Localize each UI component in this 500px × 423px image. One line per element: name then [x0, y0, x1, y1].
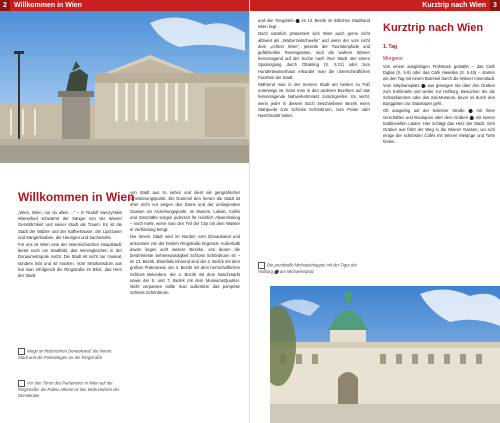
caption-arrow-icon [18, 380, 25, 387]
caption-text: Wege im historischen Donaukanal: die Innere Stadt und die Parkanlagen an der Ringstraße [18, 348, 112, 360]
left-heading: Willkommen in Wien [18, 190, 135, 204]
left-text-column-1 [18, 210, 122, 340]
left-running-head [0, 0, 250, 11]
right-running-head-text: Kurztrip nach Wien [422, 2, 486, 9]
paragraph: und den Tiergarten ⬤ im 13. Bezirk im östlichen Stadtrand Wien liegt. [258, 18, 370, 30]
right-text-column-1 [258, 18, 370, 250]
hofburg-illustration [270, 286, 500, 423]
caption-text: Vor den Toren des Parlaments in Wien auf der Ringstraße: die Pallas Athene ist das Wahrzeichen der Demokratie [18, 380, 120, 398]
hofburg-photo [270, 286, 500, 423]
right-page [250, 0, 500, 423]
paragraph: von Stadt aus zu sehen und dient als geografischer Orientierungspunkt. Ein Dummel den herum die Stadt ist eher nicht nur wegen des Doms und der umliegenden Gassen ein Anziehungspunkt. Im Musem, Lokale, Cafés und Geschäfte sorgen jederzeit für reichlich Abwechslung – noch mehr, wenn man den Teil der City mit dem Wasser in Verbindung bringt. [130, 190, 240, 233]
left-caption-2 [18, 380, 122, 398]
right-text-column-2 [383, 64, 495, 282]
parliament-photo [0, 11, 250, 163]
left-running-head-text: Willkommen in Wien [14, 2, 82, 9]
paragraph: Ob ausgiebig auf der Kärntner Straße ⬤ mit ihren Geschäften und Boutiquen oder dem Graben ⬤ mit seinen traditionellen Läden: Hier schlägt das Herz der Stadt. Vom Graben aus führt der Weg in die Wiener Gassen, wo sich einige der schönsten Cafés mit Wiener Melange und Torte finden. [383, 108, 495, 145]
right-running-head [250, 0, 500, 11]
left-caption-1 [18, 348, 122, 361]
caption-arrow-icon [18, 348, 25, 355]
right-heading: Kurztrip nach Wien [383, 22, 484, 34]
caption-arrow-icon [258, 262, 265, 269]
morning-label: Morgens [383, 56, 403, 62]
paragraph: Während man in der Inneren Stadt am besten zu Fuß unterwegs ist, kann man in den anderen Bezirken auf das hervorragende Nahverkehrsnetz zurückgreifen. Es reicht, wenn jeder in diesem Buch beschriebene Bezirk einen Startpunkt zum Schloss Schönbrunn, zum Prater oder Naschmarkt bietet. [258, 82, 370, 119]
paragraph: „Wien, Wien, nur du allein ...“ – in Rudolf Sieczyńskis Wienerlied schwärmt der Sänger von der Wiener Gemütlichkeit und seiner Stadt als Traum. Es ist die Stadt der Walzer und der Kaffeehäuser, der Lipizzaner und Sängerknaben, der Heurigen und Sachertorte. [18, 210, 122, 240]
paragraph: Für uns ist Wien eine der österreichischen Hauptstadt, bietet noch ein Stadtbild, das seinesgleichen in der Donaumetropole sucht: Die Stadt ist nicht nur museal, sondern lebt und ist modern. Vom Stephansdom aus hat man erfolgreich die Ringstraße im Blick, das Herz der Stadt. [18, 242, 122, 279]
paragraph: Die Innere Stadt wird im Norden vom Donaukanal und ansonsten von der breiten Ringstraße begrenzt. Außerhalb davon liegen acht weitere Bezirke, von denen die berühmteste Sehenswürdigkeit Schloss Schönbrunn ist – im 13. Bezirk. Ebenfalls lohnend sind der 2. Bezirk mit dem großen Praterareal, der 3. Bezirk mit dem herrschaftlichen Schloss Belvedere, der 4. Bezirk mit dem Naschmarkt sowie der 6. und 7. Bezirk mit dem MuseumsQuartier. Nicht verpassen sollte man außerdem das pompöse Schloss Schönbrunn. [130, 234, 240, 296]
paragraph: Von einem ausgiebigen Frühstück gestärkt – das Café Diglas (S. 6.9) oder das Café Hawelka (S. 5.45) – starten wir den Tag mit einem Bummel durch die Wiener Innenstadt. Vom Stephansplatz ⬤ aus gelangen Sie über den Graben zum Kohlmarkt und weiter zur Hofburg. Besuchen Sie die Schatzkammer oder das Sisi-Museum, bevor es durch den Burggarten zur Staatsoper geht. [383, 64, 495, 107]
right-caption [258, 262, 370, 275]
left-text-column-2 [130, 190, 240, 422]
right-page-number: 3 [490, 0, 500, 11]
day-label: 1. Tag [383, 44, 398, 50]
caption-text: Die prunkvolle Michaelerkuppel mit der Figur der Hofburg ⬤ am Michaelerplatz [258, 262, 358, 274]
paragraph: Doch natürlich präsentiert sich Wien auch gerne nicht allzweit als „Walzerzeitschwelle“ und wenn der vom nicht dem „echten Wien“, jenseits der Touristenpfade und gefühlvollen Rosengassen, sind die wahren Wiener hervorragend auf der Suche nach ihrer Stadt. Bei einem Spaziergang durch Ottakring (S. 5.21) oder zum Hundertwasserhaus erkundet man die unterschiedlichen Facetten der Stadt. [258, 31, 370, 80]
parliament-illustration [0, 11, 250, 163]
left-page-number: 2 [0, 0, 10, 11]
